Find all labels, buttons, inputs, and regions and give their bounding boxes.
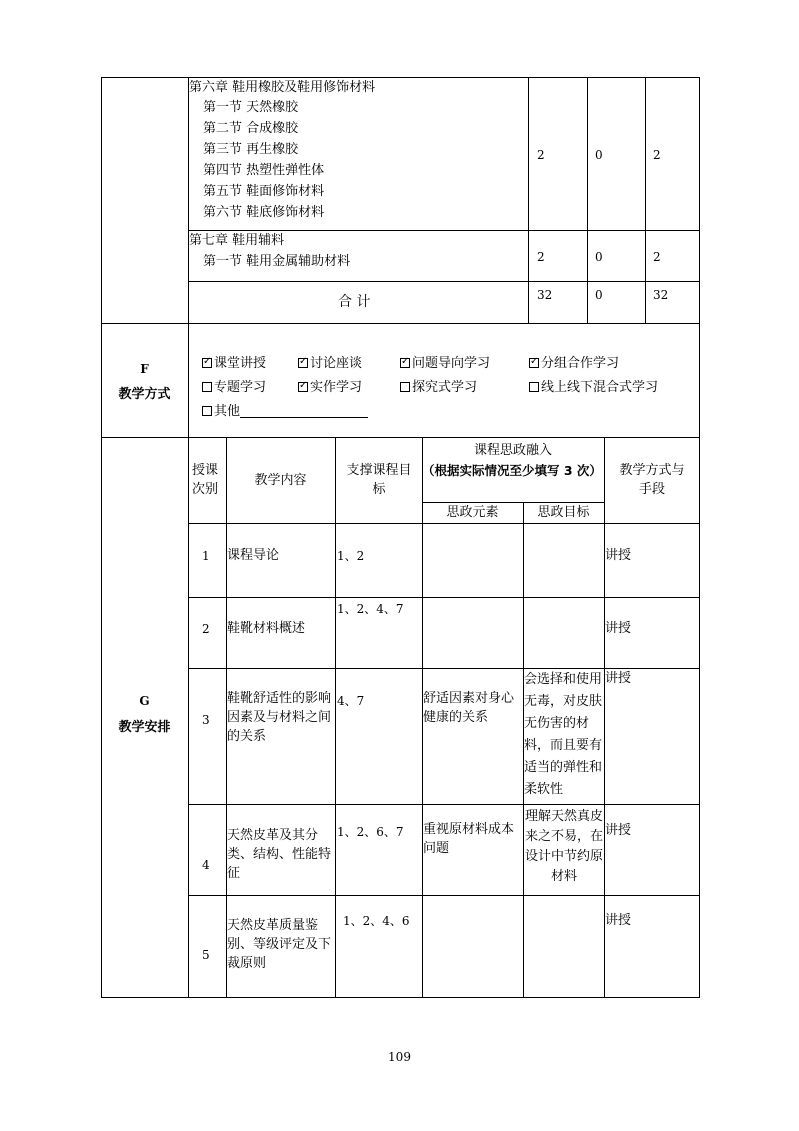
method-option-label: 讨论座谈: [310, 356, 363, 371]
section-f-title: 教学方式: [118, 387, 171, 402]
header-element: 思政元素: [446, 505, 499, 520]
row-objective: 1、2: [337, 549, 365, 563]
chapter-6-section: 第五节 鞋面修饰材料: [203, 184, 325, 199]
chapter-6-section: 第六节 鞋底修饰材料: [203, 205, 325, 220]
rule: [335, 437, 336, 998]
header-session: 授课次别: [192, 463, 219, 497]
rule: [645, 77, 646, 323]
checkbox-empty-icon[interactable]: [202, 382, 212, 392]
row-objective: 4、7: [337, 694, 365, 708]
rule: [188, 523, 700, 524]
header-content: 教学内容: [254, 473, 307, 488]
rule: [101, 77, 102, 998]
rule: [188, 895, 700, 896]
rule: [188, 597, 700, 598]
section-g-title: 教学安排: [118, 720, 171, 735]
method-option-label: 线上线下混合式学习: [541, 380, 659, 395]
checkbox-checked-icon[interactable]: [202, 358, 212, 368]
row-goal: 会选择和使用无毒，对皮肤无伤害的材料，而且要有适当的弹性和柔软性: [524, 672, 603, 797]
row-method: 讲授: [605, 621, 632, 636]
total-hours: 32: [537, 288, 553, 302]
row-content: 天然皮革及其分类、结构、性能特征: [227, 828, 332, 881]
rule: [101, 997, 700, 998]
method-option-label: 其他: [214, 404, 241, 419]
row-no: 2: [202, 622, 210, 636]
chapter-6-section: 第二节 合成橡胶: [203, 121, 299, 136]
rule: [528, 77, 529, 323]
page-number: 109: [388, 1050, 411, 1064]
other-blank-line[interactable]: [240, 403, 368, 418]
row-content: 课程导论: [227, 548, 280, 563]
method-option-practice[interactable]: [298, 379, 362, 397]
method-option-label: 实作学习: [310, 380, 363, 395]
rule: [699, 77, 700, 998]
row-method: 讲授: [605, 548, 632, 563]
checkbox-checked-icon[interactable]: [529, 358, 539, 368]
method-option-label: 探究式学习: [412, 380, 478, 395]
header-ideology: 课程思政融入: [473, 443, 552, 458]
total-hours: 0: [595, 288, 603, 302]
method-option-lecture[interactable]: [202, 355, 266, 373]
rule: [188, 77, 189, 998]
row-content: 天然皮革质量鉴别、等级评定及下裁原则: [227, 918, 332, 971]
row-method: 讲授: [605, 913, 632, 928]
checkbox-checked-icon[interactable]: [298, 382, 308, 392]
chapter-6-hours: 2: [537, 148, 545, 162]
method-option-inquiry[interactable]: [400, 379, 477, 397]
chapter-7-hours: 2: [653, 250, 661, 264]
total-hours: 32: [653, 288, 669, 302]
checkbox-empty-icon[interactable]: [529, 382, 539, 392]
method-option-other[interactable]: [202, 403, 368, 421]
row-goal: 理解天然真皮来之不易，在设计中节约原材料: [524, 809, 603, 884]
chapter-7-title: 第七章 鞋用辅料: [189, 233, 285, 248]
chapter-6-section: 第一节 天然橡胶: [203, 100, 299, 115]
chapter-7-section: 第一节 鞋用金属辅助材料: [203, 254, 351, 269]
rule: [188, 281, 700, 282]
method-option-problem-based[interactable]: [400, 355, 490, 373]
rule: [101, 437, 700, 438]
section-f-letter: F: [140, 362, 149, 376]
method-option-label: 专题学习: [214, 380, 267, 395]
total-label: 合 计: [338, 294, 371, 310]
header-goal: 思政目标: [537, 505, 590, 520]
checkbox-empty-icon[interactable]: [202, 406, 212, 416]
header-objective: 支撑课程目标: [346, 463, 412, 497]
row-element: 重视原材料成本问题: [423, 822, 515, 856]
rule: [188, 804, 700, 805]
header-ideology-note: （根据实际情况至少填写 3 次）: [422, 463, 602, 478]
chapter-6-hours: 0: [595, 148, 603, 162]
row-method: 讲授: [605, 823, 632, 838]
row-no: 1: [202, 549, 210, 563]
rule: [587, 77, 588, 323]
method-option-label: 课堂讲授: [214, 356, 267, 371]
row-content: 鞋靴舒适性的影响因素及与材料之间的关系: [227, 691, 332, 744]
chapter-6-section: 第四节 热塑性弹性体: [203, 163, 325, 178]
chapter-6-section: 第三节 再生橡胶: [203, 142, 299, 157]
method-option-group[interactable]: [529, 355, 619, 373]
row-objective: 1、2、6、7: [337, 825, 404, 839]
method-option-label: 问题导向学习: [412, 356, 491, 371]
method-option-topic[interactable]: [202, 379, 266, 397]
method-option-blended[interactable]: [529, 379, 658, 397]
rule: [101, 323, 700, 324]
header-method: 教学方式与手段: [619, 463, 685, 497]
row-no: 3: [202, 713, 210, 727]
row-content: 鞋靴材料概述: [227, 621, 306, 636]
row-no: 5: [202, 948, 210, 962]
checkbox-checked-icon[interactable]: [400, 358, 410, 368]
method-option-discussion[interactable]: [298, 355, 362, 373]
checkbox-empty-icon[interactable]: [400, 382, 410, 392]
row-method: 讲授: [605, 671, 632, 686]
checkbox-checked-icon[interactable]: [298, 358, 308, 368]
section-g-letter: G: [139, 694, 150, 708]
row-no: 4: [202, 858, 210, 872]
chapter-6-title: 第六章 鞋用橡胶及鞋用修饰材料: [189, 80, 376, 95]
row-element: 舒适因素对身心健康的关系: [423, 691, 515, 725]
row-objective: 1、2、4、7: [337, 602, 404, 616]
chapter-7-hours: 2: [537, 250, 545, 264]
chapter-7-hours: 0: [595, 250, 603, 264]
chapter-6-hours: 2: [653, 148, 661, 162]
row-objective: 1、2、4、6: [343, 914, 410, 928]
method-option-label: 分组合作学习: [541, 356, 620, 371]
